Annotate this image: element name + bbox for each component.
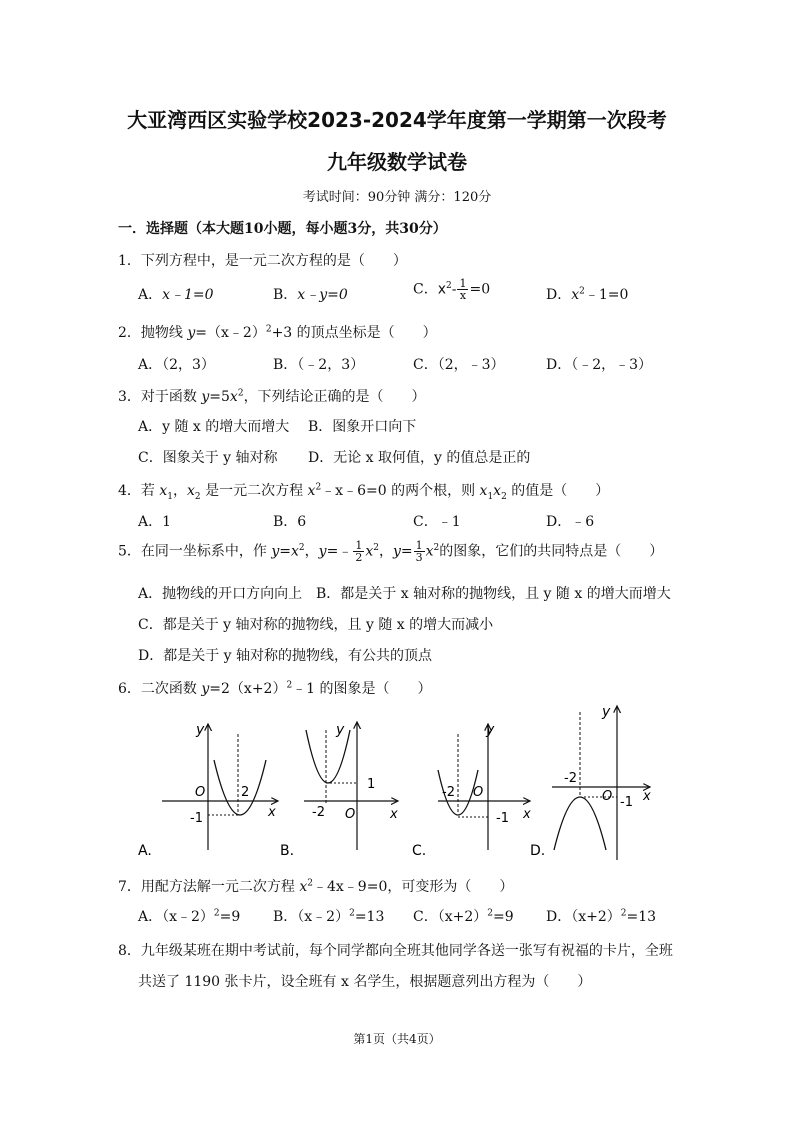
q7-option-d: D．$(x+2)^2=13$ [546,908,657,925]
question-8-line-1: 8．九年级某班在期中考试前，每个同学都向全班其他同学各送一张写有祝福的卡片，全班 [118,943,673,959]
graph-b-x-label: x [390,807,398,822]
graph-d-mark-x: -2 [564,771,577,786]
q2-option-b: B．（﹣2，3） [273,357,365,373]
page-footer: 第1页（共4页） [353,1032,441,1046]
section-heading: 一．选择题（本大题10小题，每小题3分，共30分） [118,221,447,237]
question-8-line-2: 共送了 1190 张卡片，设全班有 x 名学生，根据题意列出方程为（ ） [138,974,592,990]
exam-info: 考试时间：90分钟 满分：120分 [302,190,492,205]
q6-graphs [0,700,794,870]
graph-a-mark-y: -1 [190,811,203,826]
q5-option-c: C．都是关于 y 轴对称的抛物线，且 y 随 x 的增大而减小 [138,617,494,633]
q5-fraction-third: $\frac{1}{3}$ [415,539,423,564]
q1-option-d: D．$x^2﹣1=0$ [546,286,629,303]
graph-a-x-label: x [268,805,276,820]
q4-option-a: A．1 [138,514,172,530]
q3-option-c: C．图象关于 y 轴对称 [138,450,278,466]
q1-fraction: $\frac{1}{x}$ [459,277,467,302]
question-4-stem: 4．若 $x_1$，$x_2$ 是一元二次方程 $x^2﹣x﹣6=0$ 的两个根，则 $x_1x_2$ 的值是（ ） [118,482,610,502]
question-7-stem: 7．用配方法解一元二次方程 $x^2﹣4x﹣9=0$，可变形为（ ） [118,878,514,895]
q5-fraction-half: $\frac{1}{2}$ [355,539,363,564]
graph-b [280,722,398,859]
graph-b-mark-y: 1 [367,777,376,792]
q7-option-c: C．$(x+2)^2=9$ [413,908,514,925]
graph-a-label: A. [138,843,152,859]
graph-b-origin: O [345,807,356,822]
q4-option-d: D．﹣6 [546,514,595,530]
question-5-stem: 5．在同一坐标系中，作 $y=x^2$，y=﹣ $\frac{1}{2}$ $x^2$，y= $\frac{1}{3}$ $x^2$的图象，它们的共同特点是（ ） [118,539,664,564]
graph-a-mark-x: 2 [241,785,250,800]
graph-b-y-label: y [336,722,345,738]
graph-c-x-label: x [523,807,531,822]
exam-title: 大亚湾西区实验学校2023-2024学年度第一学期第一次段考 [127,108,667,132]
graph-b-label: B. [280,843,295,859]
graph-a-parabola [214,760,266,815]
question-1-stem: 1．下列方程中，是一元二次方程的是（ ） [118,253,407,269]
q7-option-b: B．（x﹣2）$^2$=13 [273,908,385,925]
question-3-stem: 3．对于函数 $y=5x^2$，下列结论正确的是（ ） [118,388,426,405]
graph-d-y-label: y [602,704,611,720]
graph-a [138,722,278,859]
graph-c-label: C. [412,843,427,859]
q2-option-d: D．（﹣2，﹣3） [546,357,653,373]
graph-c-mark-x: -2 [442,785,455,800]
q3-option-b: B．图象开口向下 [308,419,417,435]
graph-d-label: D. [530,843,546,859]
graph-d-x-label: x [643,789,651,804]
graph-c-origin: O [473,785,484,800]
q5-option-b: B．都是关于 x 轴对称的抛物线，且 y 随 x 的增大而增大 [316,586,671,602]
graph-d-origin: O [602,789,613,804]
q5-option-a: A．抛物线的开口方向向上 [138,586,303,602]
q1-option-c: C．$x^2-$ $\frac{1}{x}$ =0 [413,277,491,302]
q4-option-c: C．﹣1 [413,514,461,530]
q7-option-a: A．（x﹣2）$^2$=9 [138,908,241,925]
q2-option-c: C．（2，﹣3） [413,357,505,373]
graph-b-mark-x: -2 [312,805,325,820]
graph-d-parabola [554,797,606,850]
graph-c-y-label: y [486,722,495,738]
q2-option-a: A．（2，3） [138,357,215,373]
graph-c [412,722,531,859]
graph-c-mark-y: -1 [496,811,509,826]
q5-option-d: D．都是关于 y 轴对称的抛物线，有公共的顶点 [138,648,433,664]
graph-a-origin: O [195,785,206,800]
graph-d-mark-y: -1 [620,795,633,810]
q4-option-b: B．6 [273,514,307,530]
graph-a-y-label: y [196,722,205,738]
q1-option-b: B．x﹣y=0 [273,287,348,303]
q3-option-d: D．无论 x 取何值，y 的值总是正的 [308,450,531,466]
q1-option-a: A．x﹣1=0 [138,287,214,303]
exam-subtitle: 九年级数学试卷 [327,150,467,174]
question-2-stem: 2．抛物线 y=（x﹣2）$^2$+3 的顶点坐标是（ ） [118,324,437,341]
question-6-stem: 6．二次函数 $y=2(x+2)^2﹣1$ 的图象是（ ） [118,680,432,697]
graph-d [530,704,651,860]
q3-option-a: A．y 随 x 的增大而增大 [138,419,290,435]
